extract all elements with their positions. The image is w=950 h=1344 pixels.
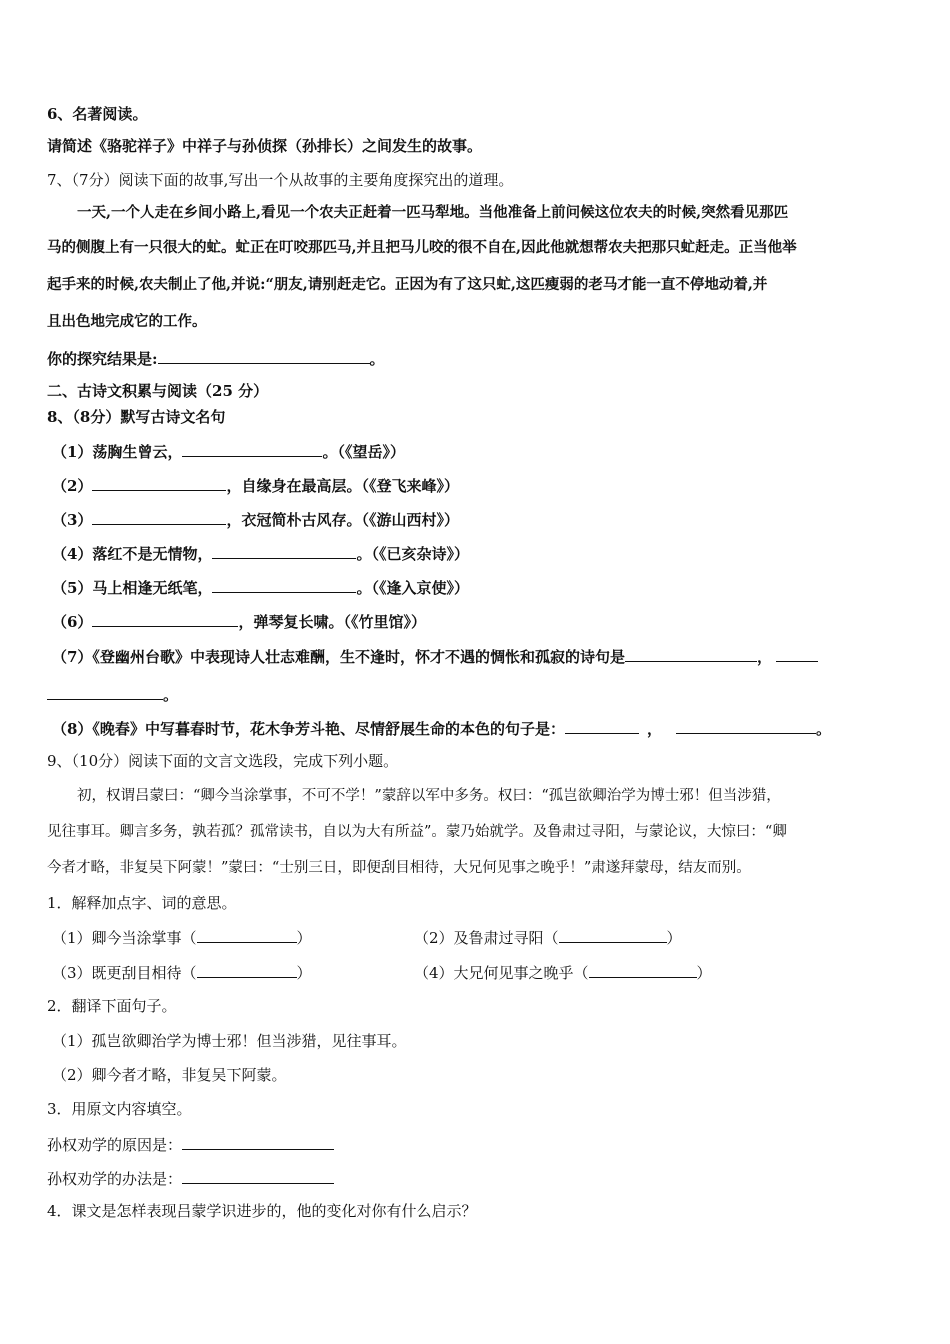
q8-item-text: （7）《登幽州台歌》中表现诗人壮志难酬，生不逢时，怀才不遇的惆怅和孤寂的诗句是 <box>52 648 625 666</box>
q9-sub3-item <box>47 1167 334 1189</box>
q8-item-7 <box>52 645 818 667</box>
q9-sub3-label: 孙权劝学的原因是： <box>47 1136 183 1154</box>
q9-sub3-item <box>47 1133 334 1155</box>
q8-item-7-cont <box>47 683 178 705</box>
q8-blank[interactable] <box>625 645 757 662</box>
q7-answer-label: 你的探究结果是: <box>47 350 158 368</box>
q9-sub1-blank[interactable] <box>559 926 667 943</box>
q9-sub1-item: （4）大兄何见事之晚乎（ <box>414 964 589 982</box>
q8-blank[interactable] <box>92 508 226 525</box>
q8-item-text: ， <box>646 720 662 738</box>
q9-passage-line: 今者才略，非复吴下阿蒙！”蒙曰：“士别三日，即便刮目相待，大兄何见事之晚乎！”肃遂拜蒙母，结友而别。 <box>47 860 751 876</box>
q9-sub2-item: （2）卿今者才略，非复吴下阿蒙。 <box>52 1066 287 1084</box>
q6-title: 6、名著阅读。 <box>47 105 148 123</box>
q9-sub3-blank[interactable] <box>182 1133 334 1150</box>
q9-sub1-row <box>52 926 912 948</box>
q9-sub1-row <box>52 961 912 983</box>
q9-sub1-col2 <box>414 961 712 983</box>
q8-blank[interactable] <box>47 683 163 700</box>
q7-answer-end: 。 <box>369 350 385 368</box>
q8-blank[interactable] <box>212 542 356 559</box>
q9-sub3-label: 孙权劝学的办法是： <box>47 1170 183 1188</box>
q8-item-text: （1）荡胸生曾云， <box>52 443 183 461</box>
q9-sub1-close: ） <box>296 964 312 982</box>
q9-passage-line: 初，权谓吕蒙曰：“卿今当涂掌事，不可不学！”蒙辞以军中多务。权曰：“孤岂欲卿治学为博士邪！但当涉猎， <box>77 788 781 804</box>
q8-item-text: 。（《已亥杂诗》） <box>356 545 469 563</box>
q9-sub1-blank[interactable] <box>197 961 297 978</box>
q7-story-line: 马的侧腹上有一只很大的虻。虻正在叮咬那匹马,并且把马儿咬的很不自在,因此他就想帮农夫把那只虻赶走。正当他举 <box>47 239 797 256</box>
q8-blank[interactable] <box>565 717 639 734</box>
q9-title: 9、（10分）阅读下面的文言文选段，完成下列小题。 <box>47 752 399 770</box>
q7-story-line: 一天,一个人走在乡间小路上,看见一个农夫正赶着一匹马犁地。当他准备上前问候这位农夫的时候,突然看见那匹 <box>77 204 789 221</box>
q8-item-6 <box>52 610 426 632</box>
q9-sub1-close: ） <box>696 964 712 982</box>
q6-prompt: 请简述《骆驼祥子》中祥子与孙侦探（孙排长）之间发生的故事。 <box>47 137 483 155</box>
q7-title: 7、（7分）阅读下面的故事,写出一个从故事的主要角度探究出的道理。 <box>47 171 514 189</box>
q8-blank[interactable] <box>92 474 226 491</box>
q8-blank[interactable] <box>212 576 356 593</box>
q8-blank[interactable] <box>182 440 322 457</box>
q8-blank[interactable] <box>676 717 816 734</box>
q8-item-text: ，衣冠简朴古风存。（《游山西村》） <box>226 511 459 529</box>
section2-title: 二、古诗文积累与阅读（25 分） <box>47 382 269 400</box>
q9-sub1-close: ） <box>666 929 682 947</box>
q8-title: 8、（8分）默写古诗文名句 <box>47 408 226 426</box>
q8-item-3 <box>52 508 459 530</box>
q9-sub3-title: 3．用原文内容填空。 <box>47 1100 192 1118</box>
q8-item-text: 。（《望岳》） <box>322 443 405 461</box>
q7-story-line: 起手来的时候,农夫制止了他,并说:“朋友,请别赶走它。正因为有了这只虻,这匹瘦弱的老马才能一直不停地动着,并 <box>47 276 768 293</box>
q8-item-2 <box>52 474 459 496</box>
q8-item-text: ，弹琴复长啸。（《竹里馆》） <box>238 613 426 631</box>
q9-sub1-item: （2）及鲁肃过寻阳（ <box>414 929 559 947</box>
q8-item-4 <box>52 542 469 564</box>
q8-blank[interactable] <box>92 610 238 627</box>
q8-item-1 <box>52 440 405 462</box>
q8-item-text: （8）《晚春》中写暮春时节，花木争芳斗艳、尽情舒展生命的本色的句子是： <box>52 720 565 738</box>
q9-sub1-title: 1．解释加点字、词的意思。 <box>47 894 237 912</box>
q9-sub1-close: ） <box>296 929 312 947</box>
q8-item-text: 。 <box>815 720 831 738</box>
q9-sub1-item: （1）卿今当涂掌事（ <box>52 929 197 947</box>
q9-sub1-blank[interactable] <box>197 926 297 943</box>
q8-item-text: ， <box>756 648 772 666</box>
q8-item-text: （5）马上相逢无纸笔， <box>52 579 213 597</box>
q8-item-text: （4）落红不是无情物， <box>52 545 213 563</box>
q8-item-text: 。（《逢入京使》） <box>356 579 469 597</box>
q9-passage-line: 见往事耳。卿言多务，孰若孤？孤常读书，自以为大有所益”。蒙乃始就学。及鲁肃过寻阳，与蒙论议，大惊曰：“卿 <box>47 824 787 840</box>
q9-sub2-title: 2．翻译下面句子。 <box>47 997 177 1015</box>
q8-item-text: （6） <box>52 613 93 631</box>
q8-item-8 <box>52 717 831 739</box>
q8-item-text: 。 <box>163 686 179 704</box>
q9-sub1-col2 <box>414 926 682 948</box>
q9-sub3-blank[interactable] <box>182 1167 334 1184</box>
q9-sub1-blank[interactable] <box>589 961 697 978</box>
q9-sub1-item: （3）既更刮目相待（ <box>52 964 197 982</box>
q7-answer-blank[interactable] <box>158 347 370 364</box>
q9-sub2-item: （1）孤岂欲卿治学为博士邪！但当涉猎，见往事耳。 <box>52 1032 407 1050</box>
q8-item-5 <box>52 576 469 598</box>
q9-sub4-title: 4．课文是怎样表现吕蒙学识进步的，他的变化对你有什么启示？ <box>47 1202 477 1220</box>
q7-story-line: 且出色地完成它的工作。 <box>47 313 207 330</box>
q8-blank[interactable] <box>776 645 818 662</box>
q8-item-text: ，自缘身在最高层。（《登飞来峰》） <box>226 477 459 495</box>
q8-item-text: （2） <box>52 477 93 495</box>
q8-item-text: （3） <box>52 511 93 529</box>
q7-answer <box>47 347 385 369</box>
